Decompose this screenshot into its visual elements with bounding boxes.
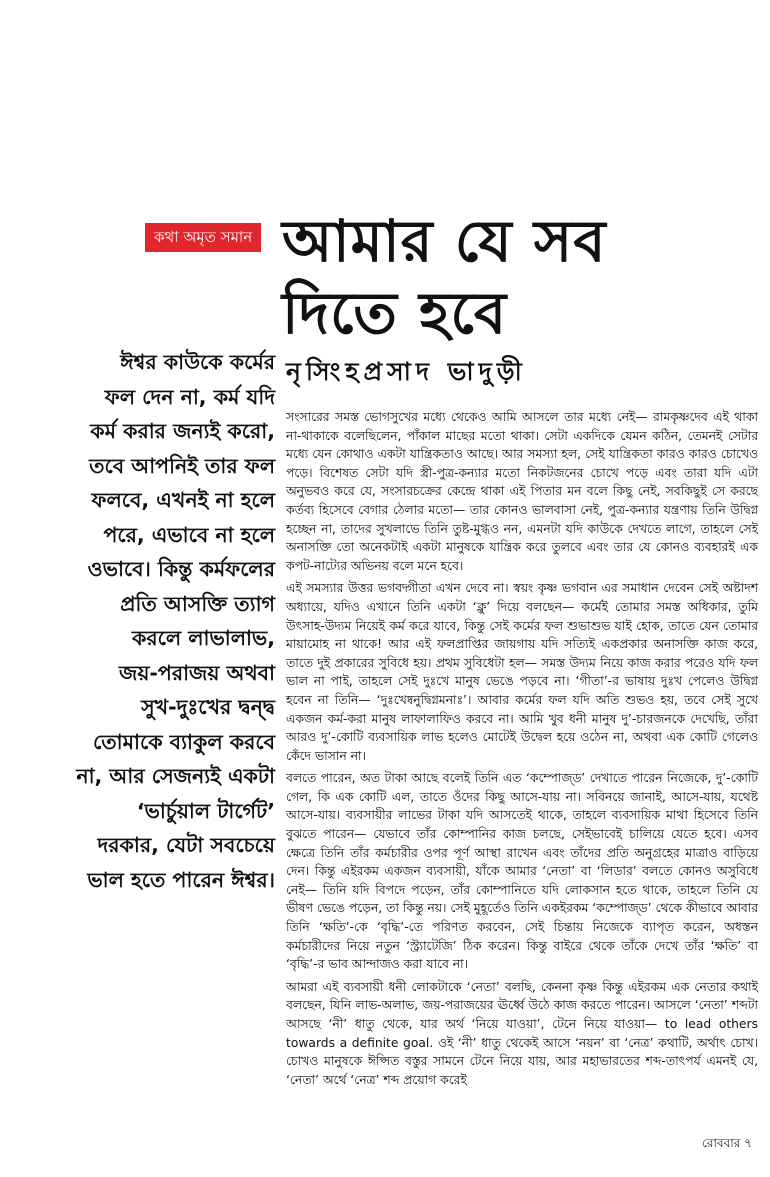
pull-quote-line: কর্ম করার জন্যই করো, bbox=[90, 419, 275, 443]
pull-quote-line: দরকার, যেটা সবচেয়ে bbox=[97, 833, 275, 857]
body-paragraph-3: বলতে পারেন, অত টাকা আছে বলেই তিনি এত ‘কম্পোজ্‌ড’ দেখাতে পারেন নিজেকে, দু’-কোটি গেল, কি এক কোটি এল, তাতে ওঁদের কিছু আসে-যায় না। সবিনয়ে জানাই, আসে-যায়, যথেষ্ট আসে-যায়। ব্যবসায়ীর লাভের টাকা যদি আসতেই থাকে, তাহলে ব্যবসায়িক মাথা হিসেবে তিনি বুঝতে পারেন— যেভাবে তাঁর কোম্পানির কাজ চলছে, সেইভাবেই চালিয়ে যেতে হবে। এসব ক্ষেত্রে তিনি তাঁর কর্মচারীর ওপর পূর্ণ আস্থা রাখেন এবং তাঁদের প্রতি অনুগ্রহের মাত্রাও বাড়িয়ে দেন। কিন্তু এইরকম একজন ব্যবসায়ী, যাঁকে আমার ‘নেতা’ বা ‘লিডার’ বলতে কোনও অসুবিধে নেই— তিনি যদি বিপদে পড়েন, তাঁর কোম্পানিতে যদি লোকসান হতে থাকে, তাহলে তিনি যে ভীষণ ভেঙে পড়েন, তা কিন্তু নয়। সেই মুহূর্তেও তিনি একইরকম ‘কম্পোজ্‌ড’ থেকে কীভাবে আবার তিনি ‘ক্ষতি’-কে ‘বৃদ্ধি’-তে পরিণত করবেন, সেই চিন্তায় নিজেকে ব্যাপৃত করেন, অধস্তন কর্মচারীদের নিয়ে নতুন ‘স্ট্র্যাটেজি’ ঠিক করেন। কিন্তু বাইরে থেকে তাঁকে দেখে তাঁর ‘ক্ষতি’ বা ‘বৃদ্ধি’-র ভাব আন্দাজও করা যাবে না। bbox=[286, 771, 758, 972]
title-line-2: দিতে হবে bbox=[282, 279, 508, 347]
article-body bbox=[286, 408, 758, 1093]
pull-quote-line: করলে লাভালাভ, bbox=[132, 626, 275, 650]
pull-quote-line: প্রতি আসক্তি ত্যাগ bbox=[120, 591, 275, 616]
pull-quote-line: পরে, এভাবে না হলে bbox=[103, 522, 275, 547]
section-tag: কথা অমৃত সমান bbox=[145, 223, 261, 252]
pull-quote-line: ফলবে, এখনই না হলে bbox=[91, 488, 275, 512]
pull-quote-line: তবে আপনিই তার ফল bbox=[89, 453, 275, 478]
pull-quote-line: তোমাকে ব্যাকুল করবে bbox=[92, 729, 275, 754]
pull-quote bbox=[60, 345, 275, 897]
pull-quote-line: ভাল হতে পারেন ঈশ্বর। bbox=[87, 867, 275, 892]
page-footer: রোববার ৭ bbox=[701, 1136, 752, 1150]
title-line-1: আমার যে সব bbox=[282, 207, 607, 275]
body-paragraph-2: এই সমস্যার উত্তর ভগবদ্গীতা এখন দেবে না। স্বয়ং কৃষ্ণ ভগবান এর সমাধান দেবেন সেই অষ্টাদশ অধ্যায়ে, যদিও এখানে তিনি একটা ‘ক্লু’ দিয়ে বলছেন— কর্মেই তোমার সমস্ত অধিকার, তুমি উৎসাহ-উদ্যম নিয়েই কর্ম করে যাবে, কিন্তু সেই কর্মের ফল শুভাশুভ যাই হোক, তাতে যেন তোমার মায়ামোহ না থাকে! আর এই ফলপ্রাপ্তির জায়গায় যদি সত্যিই একপ্রকার অনাসক্তি কাজ করে, তাতে দুই প্রকারের সুবিধে হয়। প্রথম সুবিধেটা হল— সমস্ত উদ্যম নিয়ে কাজ করার পরেও যদি ফল ভাল না পাই, তাহলে সেই দুঃখে মানুষ ভেঙে পড়বে না। ‘গীতা’-র ভাষায় দুঃখ পেলেও উদ্বিগ্ন হবেন না তিনি— ‘দুঃখেষ্বনুদ্বিগ্নমনাঃ’। আবার কর্মের ফল যদি অতি শুভও হয়, তবে সেই সুখে একজন কর্ম-করা মানুষ লাফালাফিও করবে না। আমি খুব ধনী মানুষ দু’-চারজনকে দেখেছি, তাঁরা আরও দু’-কোটি ব্যবসায়িক লাভ হলেও মোটেই উদ্বেল হয়ে ওঠেন না, অথবা এক কোটি গেলেও কেঁদে ভাসান না। bbox=[286, 581, 758, 763]
article-title bbox=[282, 205, 752, 349]
pull-quote-line: না, আর সেজন্যই একটা bbox=[76, 764, 275, 788]
pull-quote-line: সুখ-দুঃখের দ্বন্দ্ব bbox=[141, 695, 275, 719]
author-byline: নৃসিংহপ্রসাদ ভাদুড়ী bbox=[286, 357, 527, 386]
pull-quote-line: ‘ভার্চুয়াল টার্গেট’ bbox=[136, 798, 275, 823]
body-paragraph-1: সংসারের সমস্ত ভোগসুখের মধ্যে থেকেও আমি আসলে তার মধ্যে নেই— রামকৃষ্ণদেব এই থাকা না-থাকাকে বলেছিলেন, পাঁকাল মাছের মতো থাকা। সেটা একদিকে যেমন কঠিন, তেমনই সেটার মধ্যে যেন কোথাও একটা যান্ত্রিকতাও আছে। আর সমস্যা হল, সেই যান্ত্রিকতা কারও কারও চোখেও পড়ে। বিশেষত সেটা যদি স্ত্রী-পুত্র-কন্যার মতো নিকটজনের চোখে পড়ে এবং তারা যদি এটা অনুভবও করে যে, সংসারচক্রের কেন্দ্রে থাকা এই পিতার মন বলে কিছু নেই, সবকিছুই সে করছে কর্তব্য হিসেবে বেগার ঠেলার মতো— তার কোনও ভালবাসা নেই, পুত্র-কন্যার যন্ত্রণায় তিনি উদ্বিগ্ন হচ্ছেন না, তাদের সুখলাভে তিনি তুষ্ট-মুগ্ধও নন, এমনটা যদি কাউকে দেখতে লাগে, তাহলে সেই অনাসক্তি তো অনেকটাই একটা মানুষকে যান্ত্রিক করে তুলবে এবং তার যে কোনও ব্যবহারই এক কপট-নাট্যের অভিনয় বলে মনে হবে। bbox=[286, 410, 758, 573]
pull-quote-line: ফল দেন না, কর্ম যদি bbox=[104, 384, 275, 409]
pull-quote-line: জয়-পরাজয় অথবা bbox=[119, 660, 275, 685]
pull-quote-line: ঈশ্বর কাউকে কর্মের bbox=[120, 350, 275, 374]
body-paragraph-4: আমরা এই ব্যবসায়ী ধনী লোকটাকে ‘নেতা’ বলছি, কেননা কৃষ্ণ কিন্তু এইরকম এক নেতার কথাই বলছেন, যিনি লাভ-অলাভ, জয়-পরাজয়ের ঊর্ধ্বে উঠে কাজ করতে পারেন। আসলে ‘নেতা’ শব্দটা আসছে ‘নী’ ধাতু থেকে, যার অর্থ ‘নিয়ে যাওয়া’, টেনে নিয়ে যাওয়া— to lead others towards a definite goal. ওই ‘নী’ ধাতু থেকেই আসে ‘নয়ন’ বা ‘নেত্র’ কথাটি, অর্থাৎ চোখ। চোখও মানুষকে ঈপ্সিত বস্তুর সামনে টেনে নিয়ে যায়, আর মহাভারতের শব্দ-তাৎপর্য এমনই যে, ‘নেতা’ অর্থে ‘নেত্র’ শব্দ প্রয়োগ করেই bbox=[286, 979, 758, 1087]
pull-quote-line: ওভাবে। কিন্তু কর্মফলের bbox=[87, 557, 275, 581]
